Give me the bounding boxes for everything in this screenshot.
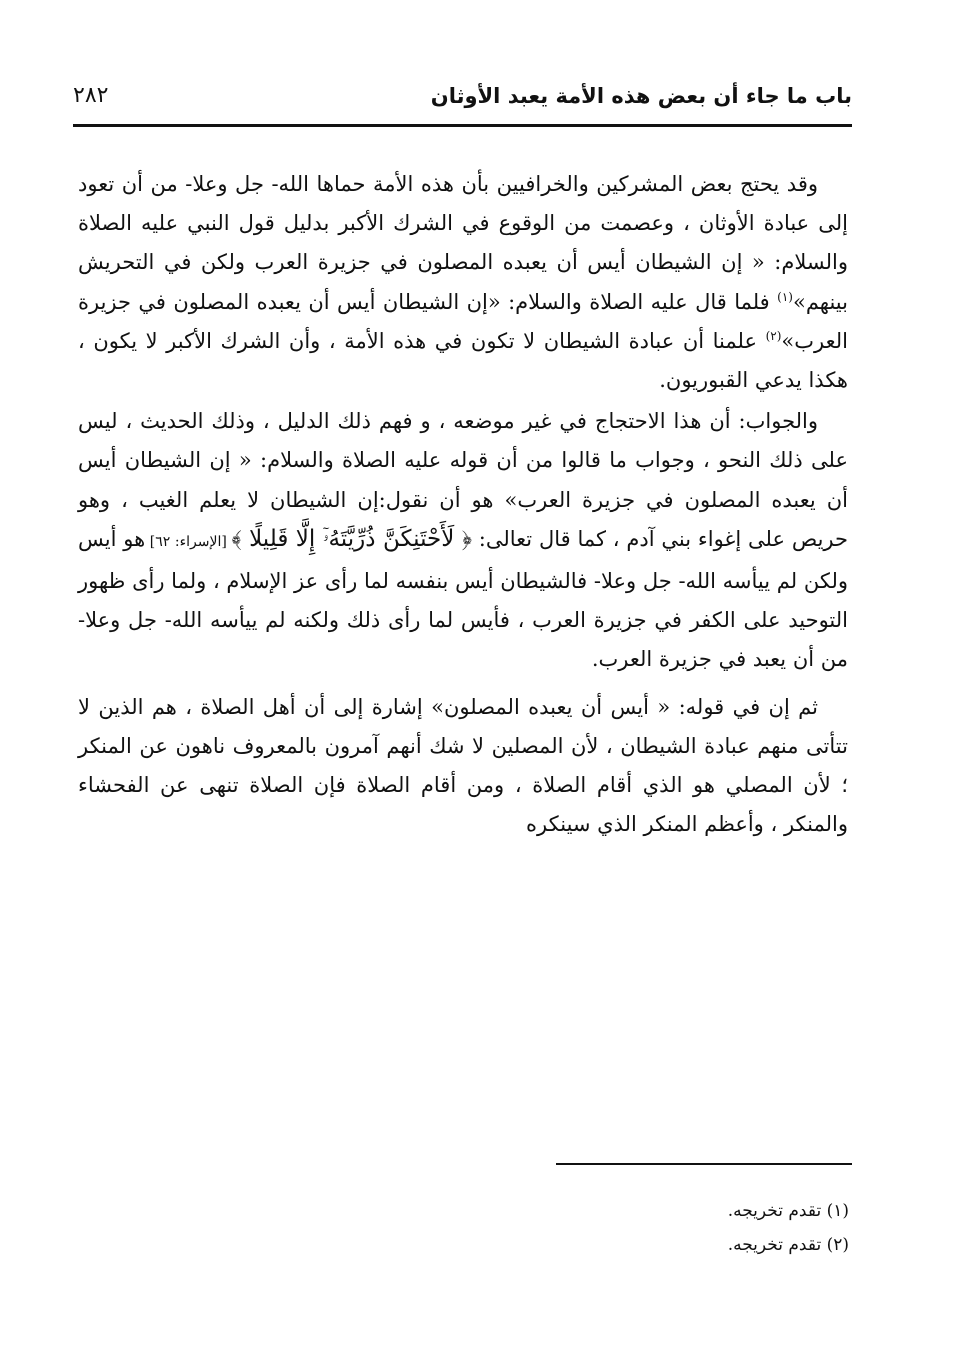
footnote-1: (١) تقدم تخريجه. xyxy=(727,1201,849,1221)
header-rule xyxy=(73,124,852,127)
footnote-rule xyxy=(556,1163,852,1165)
footnotes xyxy=(449,1194,849,1262)
paragraph-1-text-a: وقد يحتج بعض المشركين والخرافيين بأن هذه الأمة حماها الله- جل وعلا- من أن تعود إلى عبادة الأوثان ، وعصمت من الوقوع في الشرك الأكبر بدليل قول النبي عليه الصلاة والسلام: « إن الشيطان أيس أن يعبده المصلون في جزيرة العرب ولكن في التحريش بينهم» xyxy=(78,172,848,314)
page-header xyxy=(73,78,852,122)
paragraph-2-text-b: هو أيس ولكن لم ييأسه الله- جل وعلا- فالشيطان أيس بنفسه لما رأى عز الإسلام ، ولما رأى ظهور التوحيد على الكفر في جزيرة العرب ، فأيس لما رأى ذلك ولكنه لم ييأسه الله- جل وعلا- من أن يعبد في جزيرة العرب. xyxy=(78,526,848,672)
paragraph-2-text-a: والجواب: أن هذا الاحتجاج في غير موضعه ، و فهم ذلك الدليل ، وذلك الحديث ، ليس على ذلك النحو ، وجواب ما قالوا من أن قوله عليه الصلاة والسلام: « إن الشيطان أيس أن يعبده المصلون في جزيرة العرب» هو أن نقول:إن الشيطان لا يعلم الغيب ، وهو حريص على إغواء بني آدم ، كما قال تعالى: xyxy=(78,409,848,551)
paragraph-1-text-c: علمنا أن عبادة الشيطان لا تكون في هذه الأمة ، وأن الشرك الأكبر لا يكون ، هكذا يدعي القبوريون. xyxy=(78,328,848,393)
footnote-2: (٢) تقدم تخريجه. xyxy=(727,1235,849,1255)
quran-verse: ﴿ لَأَحْتَنِكَنَّ ذُرِّيَّتَهُۥٓ إِلَّا قَلِيلًا ﴾ xyxy=(231,525,472,552)
body-text xyxy=(78,165,848,844)
footnote-ref-1: (١) xyxy=(777,289,793,304)
page-number: ٢٨٢ xyxy=(73,83,109,108)
running-title: باب ما جاء أن بعض هذه الأمة يعبد الأوثان xyxy=(430,84,852,108)
footnote-ref-2: (٢) xyxy=(765,328,782,343)
verse-citation: [الإسراء: ٦٢] xyxy=(145,533,232,550)
paragraph-1 xyxy=(78,165,848,400)
paragraph-3: ثم إن في قوله: « أيس أن يعبده المصلون» إشارة إلى أن أهل الصلاة ، هم الذين لا تتأتى منهم عبادة الشيطان ، لأن المصلين لا شك أنهم آمرون بالمعروف ناهون عن المنكر ؛ لأن المصلي هو الذي أقام الصلاة ، ومن أقام الصلاة فإن الصلاة تنهى عن الفحشاء والمنكر ، وأعظم المنكر الذي سينكره xyxy=(78,694,848,837)
paragraph-2 xyxy=(78,402,848,679)
paragraph-1-text-b: فلما قال عليه الصلاة والسلام: «إن الشيطان أيس أن يعبده المصلون في جزيرة العرب» xyxy=(78,289,848,353)
